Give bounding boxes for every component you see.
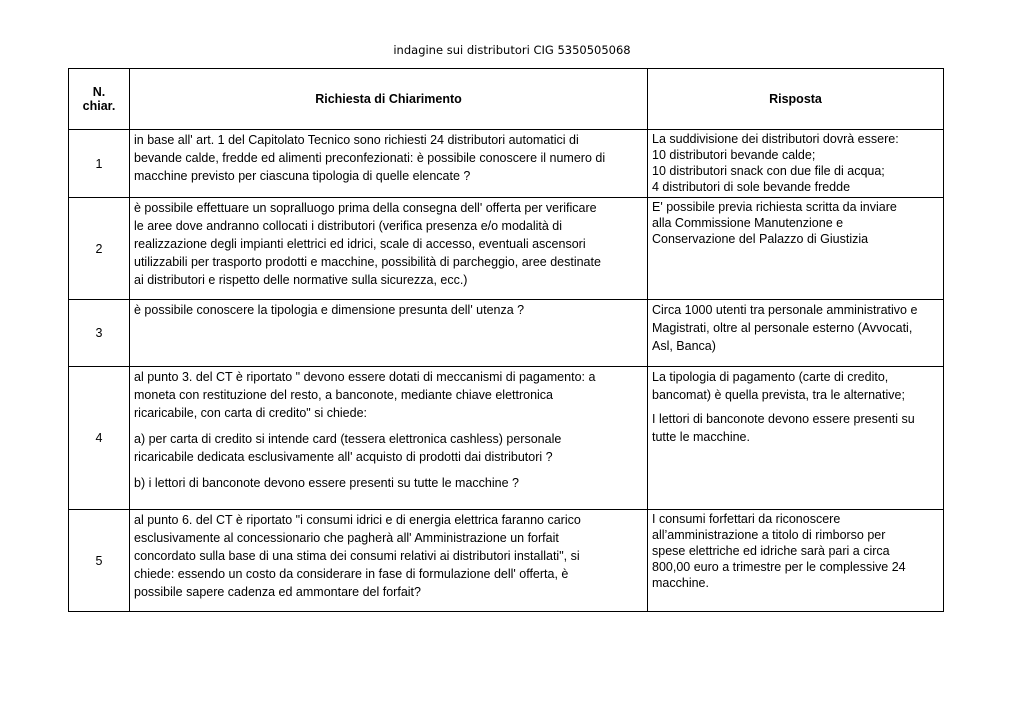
text-line: a) per carta di credito si intende card (tessera elettronica cashless) personale [134,432,562,446]
clarification-table [68,68,944,612]
answer-cell [648,198,944,300]
table-row [69,367,944,510]
table-row [69,198,944,300]
text-line: moneta con restituzione del resto, a banconote, mediante chiave elettronica [134,388,554,402]
text-line: chiede: essendo un costo da considerare in fase di formulazione dell' offerta, è [134,567,569,581]
question-cell [130,510,648,612]
text-line: I consumi forfettari da riconoscere [652,512,841,526]
text-line: tutte le macchine. [652,430,750,444]
text-line: in base all' art. 1 del Capitolato Tecnico sono richiesti 24 distributori automatici di [134,133,579,147]
answer-cell [648,367,944,510]
row-number: 3 [69,300,130,367]
text-line: bevande calde, fredde ed alimenti preconfezionati: è possibile conoscere il numero di [134,151,606,165]
text-line: Asl, Banca) [652,339,716,353]
row-number: 1 [69,130,130,198]
question-cell [130,367,648,510]
answer-cell [648,300,944,367]
row-number: 2 [69,198,130,300]
text-line: 10 distributori bevande calde; [652,148,816,162]
text-line: ricaricabile dedicata esclusivamente all' acquisto di prodotti dai distributori ? [134,450,553,464]
text-line: macchine. [652,576,709,590]
question-cell [130,130,648,198]
text-line: La suddivisione dei distributori dovrà essere: [652,132,899,146]
text-line: E' possibile previa richiesta scritta da inviare [652,200,897,214]
table-row [69,510,944,612]
text-line: è possibile effettuare un sopralluogo prima della consegna dell' offerta per verificare [134,201,597,215]
text-line: esclusivamente al concessionario che pagherà all' Amministrazione un forfait [134,531,559,545]
header-num [69,69,130,130]
header-num-line1: N. [92,85,106,99]
text-line: all’amministrazione a titolo di rimborso per [652,528,886,542]
text-line: macchine previsto per ciascuna tipologia di quelle elencate ? [134,169,471,183]
page-title: indagine sui distributori CIG 5350505068 [393,43,631,57]
text-line: Circa 1000 utenti tra personale amministrativo e [652,303,918,317]
header-num-line2: chiar. [82,99,116,113]
text-line: al punto 3. del CT è riportato " devono essere dotati di meccanismi di pagamento: a [134,370,596,384]
text-line: spese elettriche ed idriche sarà pari a circa [652,544,890,558]
row-number: 5 [69,510,130,612]
text-line: possibile sapere cadenza ed ammontare del forfait? [134,585,421,599]
text-line: I lettori di banconote devono essere presenti su [652,412,915,426]
text-line: le aree dove andranno collocati i distributori (verifica presenza e/o modalità di [134,219,563,233]
answer-cell [648,130,944,198]
text-line: Conservazione del Palazzo di Giustizia [652,232,869,246]
header-question: Richiesta di Chiarimento [130,69,648,130]
text-line: 800,00 euro a trimestre per le complessive 24 [652,560,906,574]
text-line: utilizzabili per trasporto prodotti e macchine, possibilità di parcheggio, aree destinate [134,255,601,269]
table-row [69,130,944,198]
text-line: alla Commissione Manutenzione e [652,216,844,230]
answer-cell [648,510,944,612]
text-line: 10 distributori snack con due file di acqua; [652,164,885,178]
text-line: La tipologia di pagamento (carte di credito, [652,370,889,384]
text-line: ai distributori e rispetto delle normative sulla sicurezza, ecc.) [134,273,468,287]
question-cell [130,198,648,300]
text-line: al punto 6. del CT è riportato "i consumi idrici e di energia elettrica faranno carico [134,513,581,527]
text-line: Magistrati, oltre al personale esterno (Avvocati, [652,321,913,335]
text-line: 4 distributori di sole bevande fredde [652,180,851,194]
row-number: 4 [69,367,130,510]
text-line: bancomat) è quella prevista, tra le alternative; [652,388,905,402]
question-cell [130,300,648,367]
header-row [69,69,944,130]
text-line: è possibile conoscere la tipologia e dimensione presunta dell' utenza ? [134,303,525,317]
table-row [69,300,944,367]
text-line: ricaricabile, con carta di credito" si chiede: [134,406,368,420]
header-answer: Risposta [648,69,944,130]
text-line: concordato sulla base di una stima dei consumi relativi ai distributori installati", si [134,549,580,563]
text-line: b) i lettori di banconote devono essere presenti su tutte le macchine ? [134,476,519,490]
text-line: realizzazione degli impianti elettrici ed idrici, scale di accesso, eventuali ascensori [134,237,586,251]
